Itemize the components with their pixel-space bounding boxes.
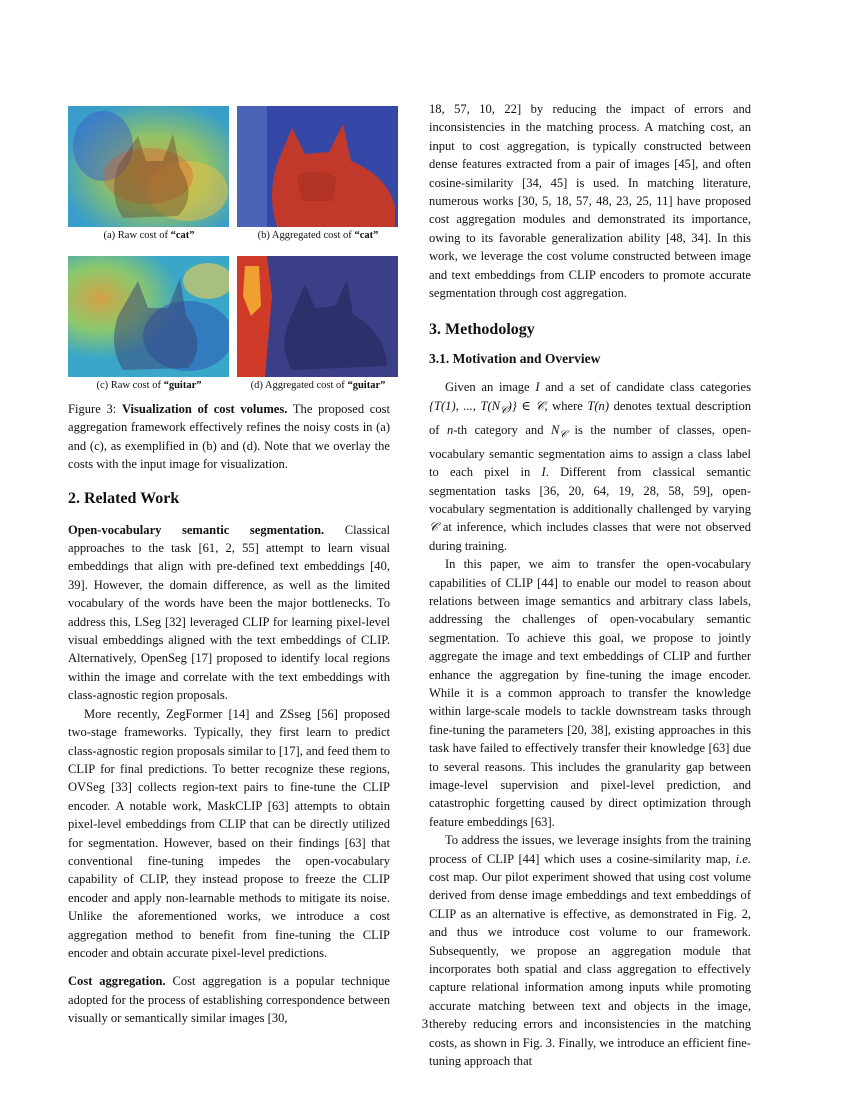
- right-column: [429, 100, 751, 1071]
- paragraph-ovss: Open-vocabulary semantic segmentation. Classical approaches to the task [61, 2, 55] attempt to learn visual embeddings that align with pre-defined text embeddings [40, 39]. However, the domain difference, as well as the limited vocabulary of the words have been the major bottlenecks. To address this, LSeg [32] leveraged CLIP for learning pixel-level visual embeddings aligned with the text embeddings of CLIP. Alternatively, OpenSeg [17] proposed to identify local regions within the image and correlate with the text embeddings with class-agnostic region proposals.: [68, 522, 390, 703]
- panel-c-image: [68, 256, 229, 377]
- paragraph-motivation-3: To address the issues, we leverage insights from the training process of CLIP [44] which uses a cosine-similarity map, i.e. cost map. Our pilot experiment showed that using cost volume derived from dense image embeddings and text embeddings of CLIP as an alternative is effective, as demonstrated in Fig. 2, and thus we introduce cost volume to our framework. Subsequently, we propose an aggregation module that incorporates both spatial and class aggregation to effectively capture relational information among inputs while promoting accurate matching between text and objects in the image, thereby reducing errors and inconsistencies in the matching costs, as shown in Fig. 3. Finally, we introduce an efficient fine-tuning approach that: [429, 833, 751, 1069]
- left-column: [68, 100, 390, 1028]
- page-number: 3: [421, 1016, 429, 1031]
- paragraph-motivation-1: Given an image I and a set of candidate class categories {T(1), ..., $T(N_𝒞)$} ∈ 𝒞, where T(n) denotes textual description of n-th category and $N_𝒞$ is the number of classes, open-vocabulary semantic segmentation aims to assign a class label to each pixel in I. Different from classical semantic segmentation tasks [36, 20, 64, 19, 28, 58, 59], open-vocabulary segmentation is additionally challenged by varying 𝒞 at inference, which includes classes that were not observed during training.: [429, 380, 751, 553]
- paragraph-cost-aggregation: Cost aggregation. Cost aggregation is a popular technique adopted for the process of establishing correspondence between visually or semantically similar images [30,: [68, 974, 390, 1026]
- paragraph-recent-work: More recently, ZegFormer [14] and ZSseg [56] proposed two-stage frameworks. Typically, they first learn to predict class-agnostic region proposals similar to [17], and feed them to CLIP for final predictions. To better recognize these regions, OVSeg [33] collects region-text pairs to fine-tune the CLIP encoder. A notable work, MaskCLIP [63] attempts to obtain pixel-level embeddings from CLIP that can be directly utilized for segmentation. However, based on their findings [63] that conventional fine-tuning impedes the open-vocabulary capability of CLIP, they instead propose to freeze the CLIP encoder and apply non-learnable methods to mitigate its noise. Unlike the aforementioned works, we introduce a cost aggregation method to benefit from fine-tuning the CLIP encoder and obtain accurate pixel-level predictions.: [68, 706, 390, 960]
- section-title-methodology: 3. Methodology: [429, 321, 535, 339]
- figure-3: [68, 100, 390, 400]
- figure-caption: Figure 3: Visualization of cost volumes. The proposed cost aggregation framework effectively refines the noisy costs in (a) and (c), as exemplified in (b) and (d). Note that we overlay the costs with the input image for visualization.: [68, 402, 391, 472]
- panel-b-caption: (b) Aggregated cost of “cat”: [257, 230, 379, 241]
- panel-a-image: [68, 106, 229, 227]
- paragraph-motivation-2: In this paper, we aim to transfer the open-vocabulary capabilities of CLIP [44] to enable our model to reason about relations between image semantics and arbitrary class labels, addressing the challenges of open-vocabulary semantic segmentation. To achieve this goal, we propose to jointly aggregate the image and text embeddings of CLIP and further enhance the aggregation by fine-tuning the image encoder. While it is a common approach to transfer the knowledge within large-scale models to tackle downstream tasks through fine-tuning the parameters [20, 38], existing approaches in this task have failed to effectively transfer their knowledge [63] due to several reasons. This includes the granularity gap between image-level supervision and pixel-level prediction, and catastrophic forgetting caused by direct optimization through feature embeddings [63].: [429, 557, 751, 829]
- panel-a-caption: (a) Raw cost of “cat”: [103, 230, 195, 241]
- panel-d-image: [237, 256, 398, 377]
- panel-c-caption: (c) Raw cost of “guitar”: [96, 380, 202, 391]
- panel-b-image: [237, 106, 398, 227]
- section-title-related-work: 2. Related Work: [68, 489, 180, 507]
- subsection-title-motivation: 3.1. Motivation and Overview: [429, 351, 601, 367]
- panel-d-caption: (d) Aggregated cost of “guitar”: [250, 380, 386, 391]
- paragraph-cost-continued: 18, 57, 10, 22] by reducing the impact of errors and inconsistencies in the matching process. A matching cost, an input to cost aggregation, is typically constructed between dense features extracted from a pair of images [45], and often cosine-similarity [34, 45] is used. In matching literature, numerous works [30, 5, 18, 57, 48, 23, 25, 11] have proposed cost aggregation modules and demonstrated its importance, owing to its favorable generalization ability [48, 34]. In this work, we leverage the cost volume constructed between image and text embeddings from CLIP encoders to promote accurate segmentation through cost aggregation.: [429, 102, 751, 301]
